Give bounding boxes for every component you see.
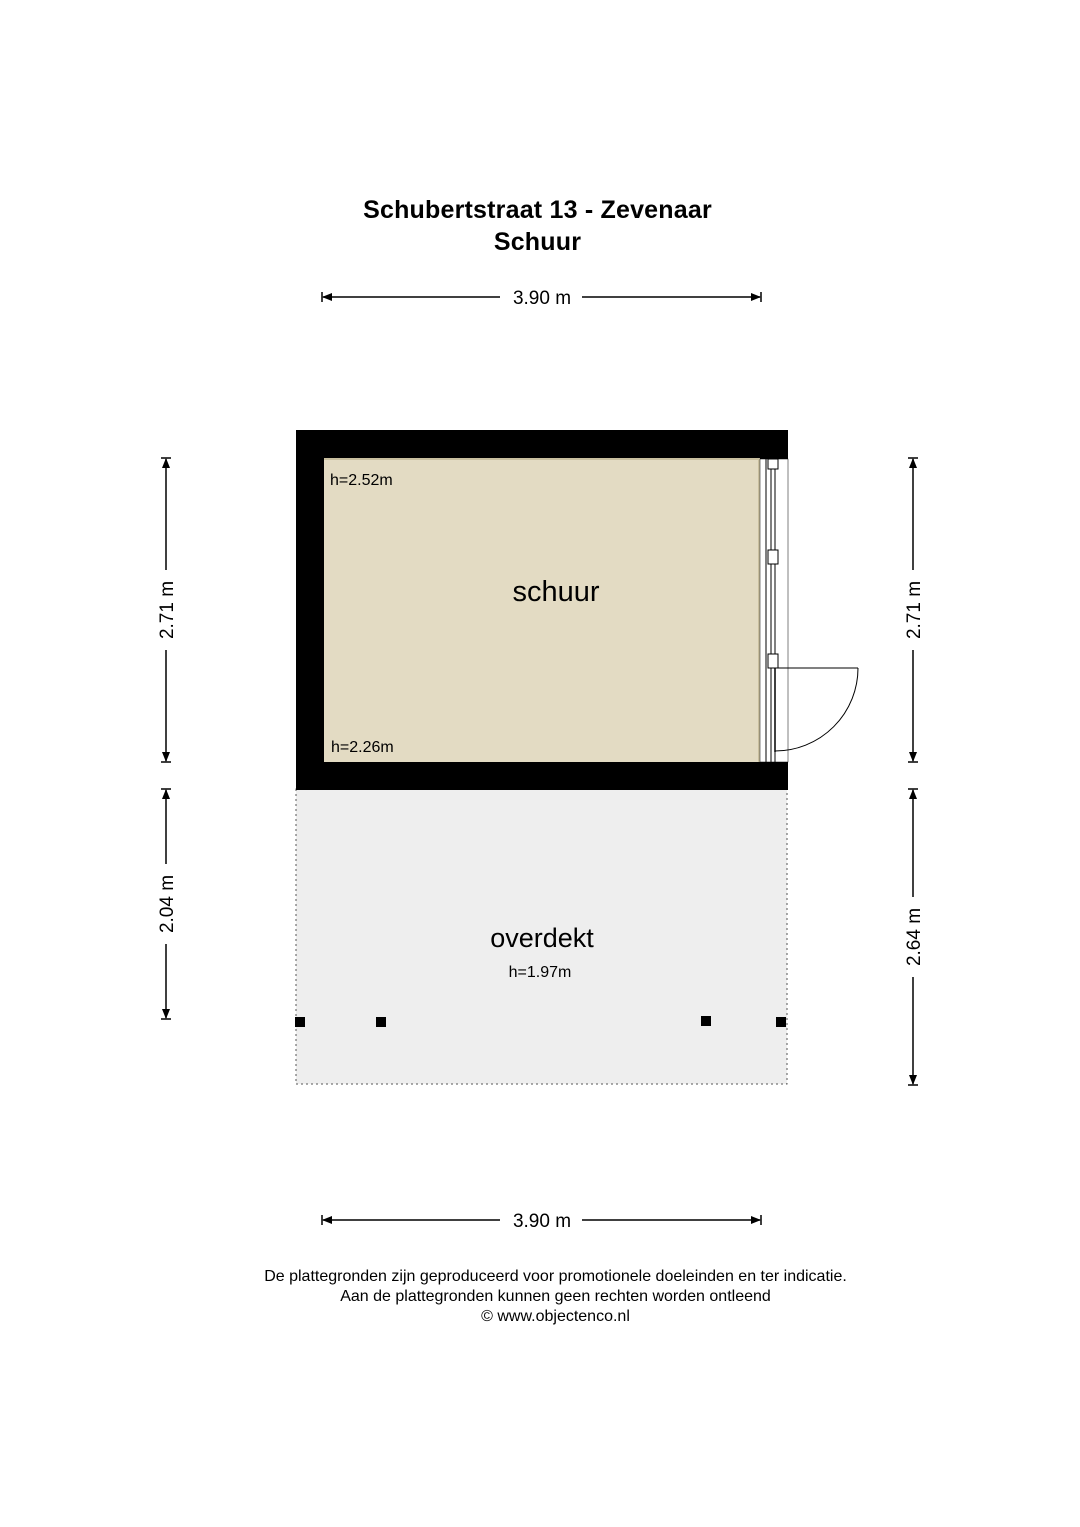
post-1 xyxy=(295,1017,305,1027)
dimension-bottom xyxy=(322,1211,761,1232)
dimension-top xyxy=(322,288,761,309)
page-title: Schubertstraat 13 - Zevenaar xyxy=(363,196,712,224)
covered-height: h=1.97m xyxy=(508,964,572,981)
dimension-left-shed xyxy=(157,458,178,762)
page-subtitle: Schuur xyxy=(493,228,582,256)
dimension-right-covered xyxy=(904,789,925,1085)
disclaimer-line-1: De plattegronden zijn geproduceerd voor promotionele doeleinden en ter indicatie. xyxy=(264,1268,847,1285)
dimension-left-covered-label: 2.04 m xyxy=(157,874,178,934)
dimension-right-covered-label: 2.64 m xyxy=(904,907,925,967)
shed-height-bottom: h=2.26m xyxy=(331,739,394,756)
post-4 xyxy=(776,1017,786,1027)
dimension-right-shed-label: 2.71 m xyxy=(904,580,925,640)
window-opening xyxy=(760,459,788,762)
post-3 xyxy=(701,1016,711,1026)
shed-height-top: h=2.52m xyxy=(330,472,393,489)
dimension-left-covered xyxy=(157,789,178,1019)
dimension-left-shed-label: 2.71 m xyxy=(157,580,178,640)
dimension-right-shed xyxy=(904,458,925,762)
dimension-top-label: 3.90 m xyxy=(512,288,572,309)
shed-floor xyxy=(324,459,760,762)
covered-room-label: overdekt xyxy=(490,923,594,953)
dimension-bottom-label: 3.90 m xyxy=(512,1211,572,1232)
copyright-line: © www.objectenco.nl xyxy=(481,1308,630,1325)
shed-room-label: schuur xyxy=(512,576,600,608)
post-2 xyxy=(376,1017,386,1027)
disclaimer-line-2: Aan de plattegronden kunnen geen rechten worden ontleend xyxy=(340,1288,771,1305)
